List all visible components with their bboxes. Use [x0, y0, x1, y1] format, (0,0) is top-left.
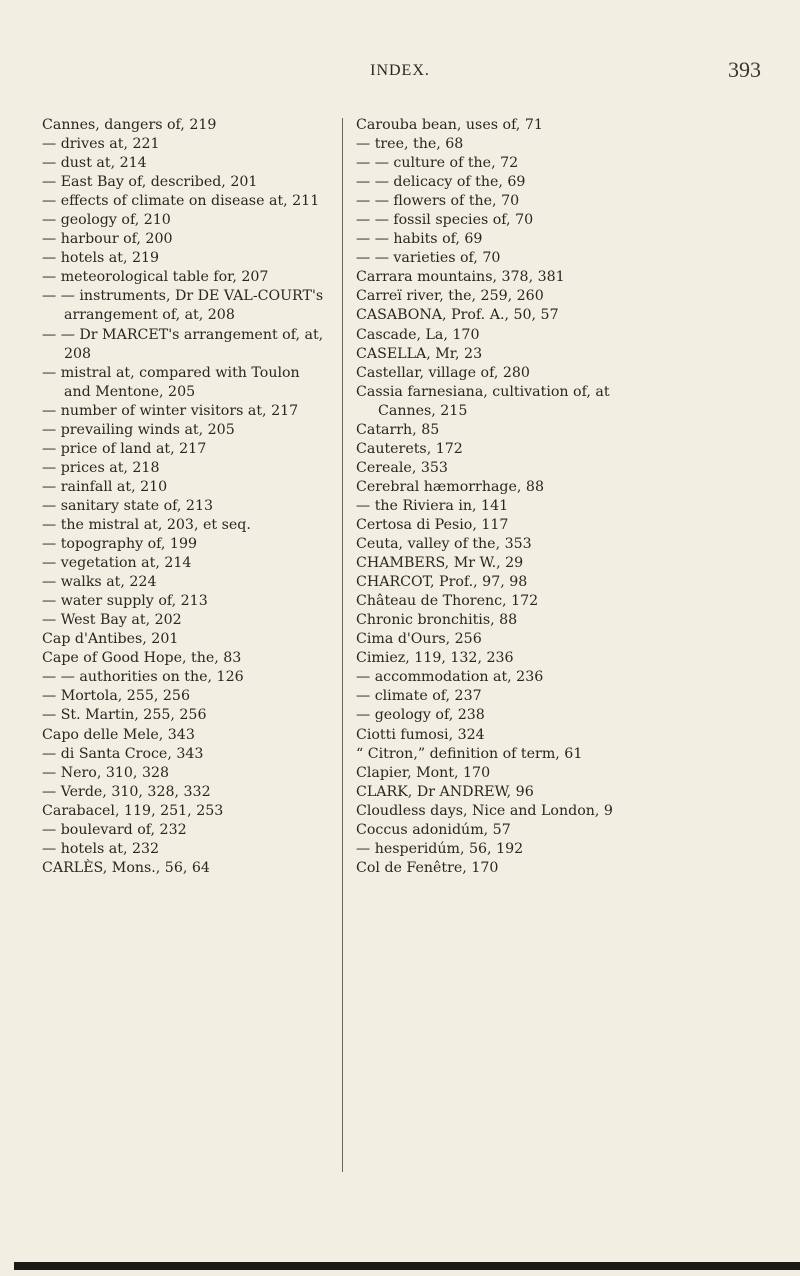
- index-entry: — Nero, 310, 328: [42, 764, 170, 781]
- index-entry: Chronic bronchitis, 88: [356, 612, 518, 629]
- index-entry: — — instruments, Dr DE VAL-COURT's arrangement of, at, 208: [42, 288, 324, 324]
- index-entry: — Verde, 310, 328, 332: [42, 783, 211, 800]
- index-entry: — walks at, 224: [42, 574, 157, 591]
- index-entry: — St. Martin, 255, 256: [42, 707, 207, 724]
- index-entry: — — flowers of the, 70: [356, 193, 520, 210]
- index-entry: Cloudless days, Nice and London, 9: [356, 802, 613, 819]
- index-entry: Col de Fenêtre, 170: [356, 859, 499, 876]
- index-entry: CARLÈS, Mons., 56, 64: [42, 859, 210, 876]
- index-entry: Capo delle Mele, 343: [42, 726, 195, 743]
- index-entry: CASELLA, Mr, 23: [356, 345, 483, 362]
- index-entry: — East Bay of, described, 201: [42, 174, 258, 191]
- index-column-right: [356, 116, 658, 878]
- index-entry: — prevailing winds at, 205: [42, 421, 235, 438]
- index-entry: — drives at, 221: [42, 136, 160, 153]
- index-entry: Carreï river, the, 259, 260: [356, 288, 544, 305]
- index-column-left: [42, 116, 328, 878]
- index-entry: Cauterets, 172: [356, 440, 463, 457]
- index-entry: — number of winter visitors at, 217: [42, 402, 299, 419]
- index-entry: “ Citron,” definition of term, 61: [356, 745, 583, 762]
- index-entry: Cap d'Antibes, 201: [42, 631, 179, 648]
- index-entry: — — authorities on the, 126: [42, 669, 244, 686]
- index-entry: — the Riviera in, 141: [356, 497, 509, 514]
- index-entry: — effects of climate on disease at, 211: [42, 193, 320, 210]
- index-entry: Carabacel, 119, 251, 253: [42, 802, 224, 819]
- index-entry: — — fossil species of, 70: [356, 212, 534, 229]
- index-entry: CASABONA, Prof. A., 50, 57: [356, 307, 559, 324]
- index-entry: — hesperidúm, 56, 192: [356, 840, 524, 857]
- index-entry: Cape of Good Hope, the, 83: [42, 650, 242, 667]
- index-entry: Carouba bean, uses of, 71: [356, 117, 543, 133]
- index-entry: Cascade, La, 170: [356, 326, 480, 343]
- index-entry: — prices at, 218: [42, 459, 160, 476]
- index-entry: — climate of, 237: [356, 688, 482, 705]
- index-entry: Cimiez, 119, 132, 236: [356, 650, 514, 667]
- index-entry: — accommodation at, 236: [356, 669, 544, 686]
- index-entry: Cereale, 353: [356, 459, 448, 476]
- index-entry: — — habits of, 69: [356, 231, 483, 248]
- index-entry: — water supply of, 213: [42, 593, 208, 610]
- index-entry: — the mistral at, 203, et seq.: [42, 516, 251, 533]
- index-entry: — mistral at, compared with Toulon and Mentone, 205: [42, 364, 300, 400]
- running-title: INDEX.: [370, 62, 430, 79]
- index-entry: Cerebral hæmorrhage, 88: [356, 478, 544, 495]
- index-entry: Castellar, village of, 280: [356, 364, 530, 381]
- index-entry: — di Santa Croce, 343: [42, 745, 204, 762]
- index-entry: — — delicacy of the, 69: [356, 174, 526, 191]
- page-number: 393: [728, 57, 761, 82]
- index-entry: — — Dr MARCET's arrangement of, at, 208: [42, 326, 324, 362]
- index-entry: — harbour of, 200: [42, 231, 173, 248]
- column-divider: [342, 118, 343, 1172]
- index-entry: — tree, the, 68: [356, 136, 464, 153]
- index-entry: — vegetation at, 214: [42, 555, 192, 572]
- index-entry: — — culture of the, 72: [356, 155, 519, 172]
- index-entry: Ciotti fumosi, 324: [356, 726, 485, 743]
- index-entry: — geology of, 210: [42, 212, 171, 229]
- index-entry: — hotels at, 232: [42, 840, 160, 857]
- index-entry: — geology of, 238: [356, 707, 485, 724]
- index-entry: CHARCOT, Prof., 97, 98: [356, 574, 528, 591]
- index-entry: — West Bay at, 202: [42, 612, 182, 629]
- index-entry: — — varieties of, 70: [356, 250, 501, 267]
- index-entry: CHAMBERS, Mr W., 29: [356, 555, 524, 572]
- index-entry: CLARK, Dr ANDREW, 96: [356, 783, 534, 800]
- index-entry: Carrara mountains, 378, 381: [356, 269, 565, 286]
- index-entry: Ceuta, valley of the, 353: [356, 536, 532, 553]
- running-head: [0, 57, 800, 92]
- index-entry: — meteorological table for, 207: [42, 269, 269, 286]
- index-entry: — dust at, 214: [42, 155, 147, 172]
- index-entry: Cima d'Ours, 256: [356, 631, 482, 648]
- index-entry: — price of land at, 217: [42, 440, 207, 457]
- index-entry: Coccus adonidúm, 57: [356, 821, 511, 838]
- page-edge-shadow: [14, 1262, 800, 1270]
- index-entry: — Mortola, 255, 256: [42, 688, 190, 705]
- index-entry: — rainfall at, 210: [42, 478, 168, 495]
- index-entry: — topography of, 199: [42, 536, 198, 553]
- index-entry: Cassia farnesiana, cultivation of, at Cannes, 215: [356, 383, 610, 419]
- index-entry: Château de Thorenc, 172: [356, 593, 539, 610]
- index-entry: Certosa di Pesio, 117: [356, 516, 509, 533]
- index-entry: Cannes, dangers of, 219: [42, 117, 217, 133]
- index-entry: Clapier, Mont, 170: [356, 764, 491, 781]
- index-entry: — hotels at, 219: [42, 250, 160, 267]
- index-entry: — sanitary state of, 213: [42, 497, 214, 514]
- index-entry: — boulevard of, 232: [42, 821, 187, 838]
- index-entry: Catarrh, 85: [356, 421, 440, 438]
